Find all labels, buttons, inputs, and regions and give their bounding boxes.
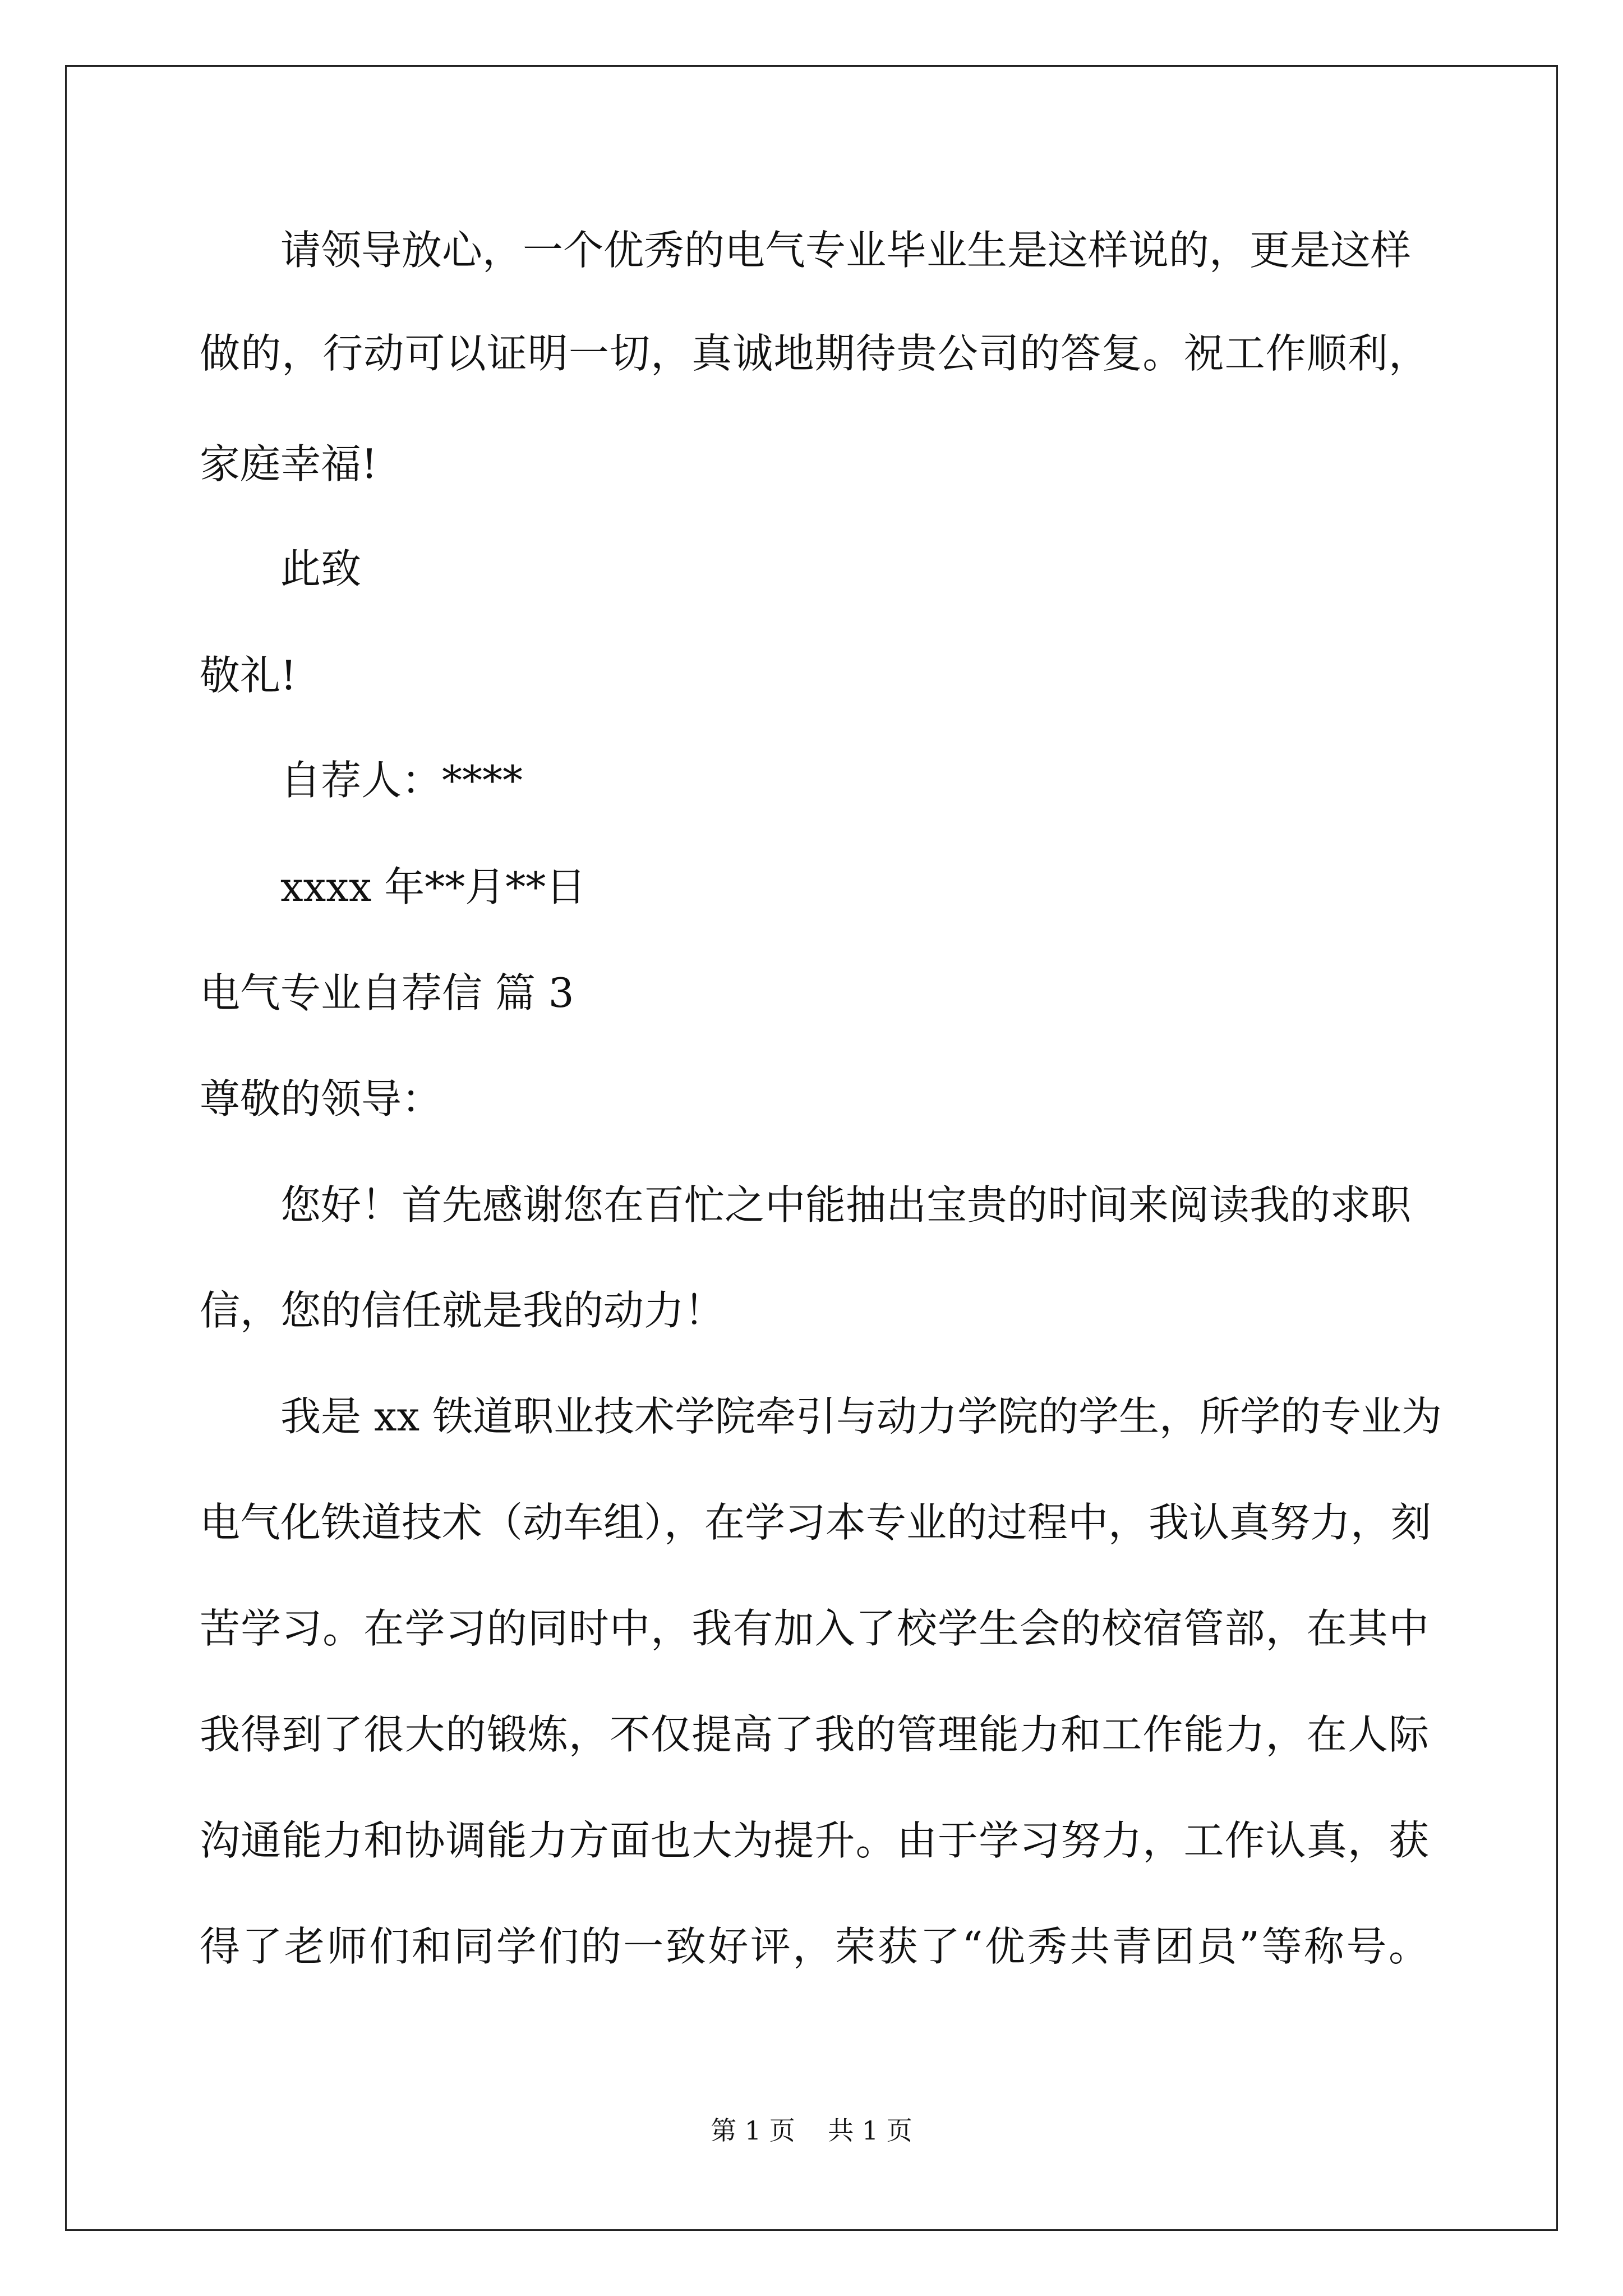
- page-border: [65, 65, 1558, 2231]
- page-footer: 第 1 页 共 1 页: [711, 2115, 912, 2146]
- paragraph-line: 请领导放心，一个优秀的电气专业毕业生是这样说的，更是这样: [280, 227, 1412, 274]
- signature-line: 自荐人：****: [280, 757, 523, 804]
- section-title: 电气专业自荐信 篇 3: [200, 969, 574, 1016]
- paragraph-line: 您好！首先感谢您在百忙之中能抽出宝贵的时间来阅读我的求职: [280, 1181, 1412, 1228]
- paragraph-line: 电气化铁道技术（动车组），在学习本专业的过程中，我认真努力，刻: [200, 1499, 1432, 1546]
- date-line: xxxx 年**月**日: [280, 863, 587, 910]
- greeting-line: 尊敬的领导：: [200, 1075, 442, 1122]
- paragraph-line: 沟通能力和协调能力方面也大为提升。由于学习努力，工作认真，获: [200, 1817, 1429, 1864]
- paragraph-line: 做的，行动可以证明一切，真诚地期待贵公司的答复。祝工作顺利，: [200, 330, 1429, 377]
- salutation-line: 敬礼!: [200, 652, 297, 699]
- paragraph-line: 苦学习。在学习的同时中，我有加入了校学生会的校宿管部，在其中: [200, 1605, 1429, 1652]
- paragraph-line: 我得到了很大的锻炼，不仅提高了我的管理能力和工作能力，在人际: [200, 1711, 1429, 1758]
- paragraph-line: 信，您的信任就是我的动力！: [200, 1287, 725, 1334]
- paragraph-line: 家庭幸福!: [200, 440, 377, 487]
- closing-line: 此致: [280, 545, 362, 592]
- paragraph-line: 我是 xx 铁道职业技术学院牵引与动力学院的学生，所学的专业为: [280, 1393, 1442, 1440]
- paragraph-line: 得了老师们和同学们的一致好评，荣获了“优秀共青团员”等称号。: [200, 1923, 1429, 1970]
